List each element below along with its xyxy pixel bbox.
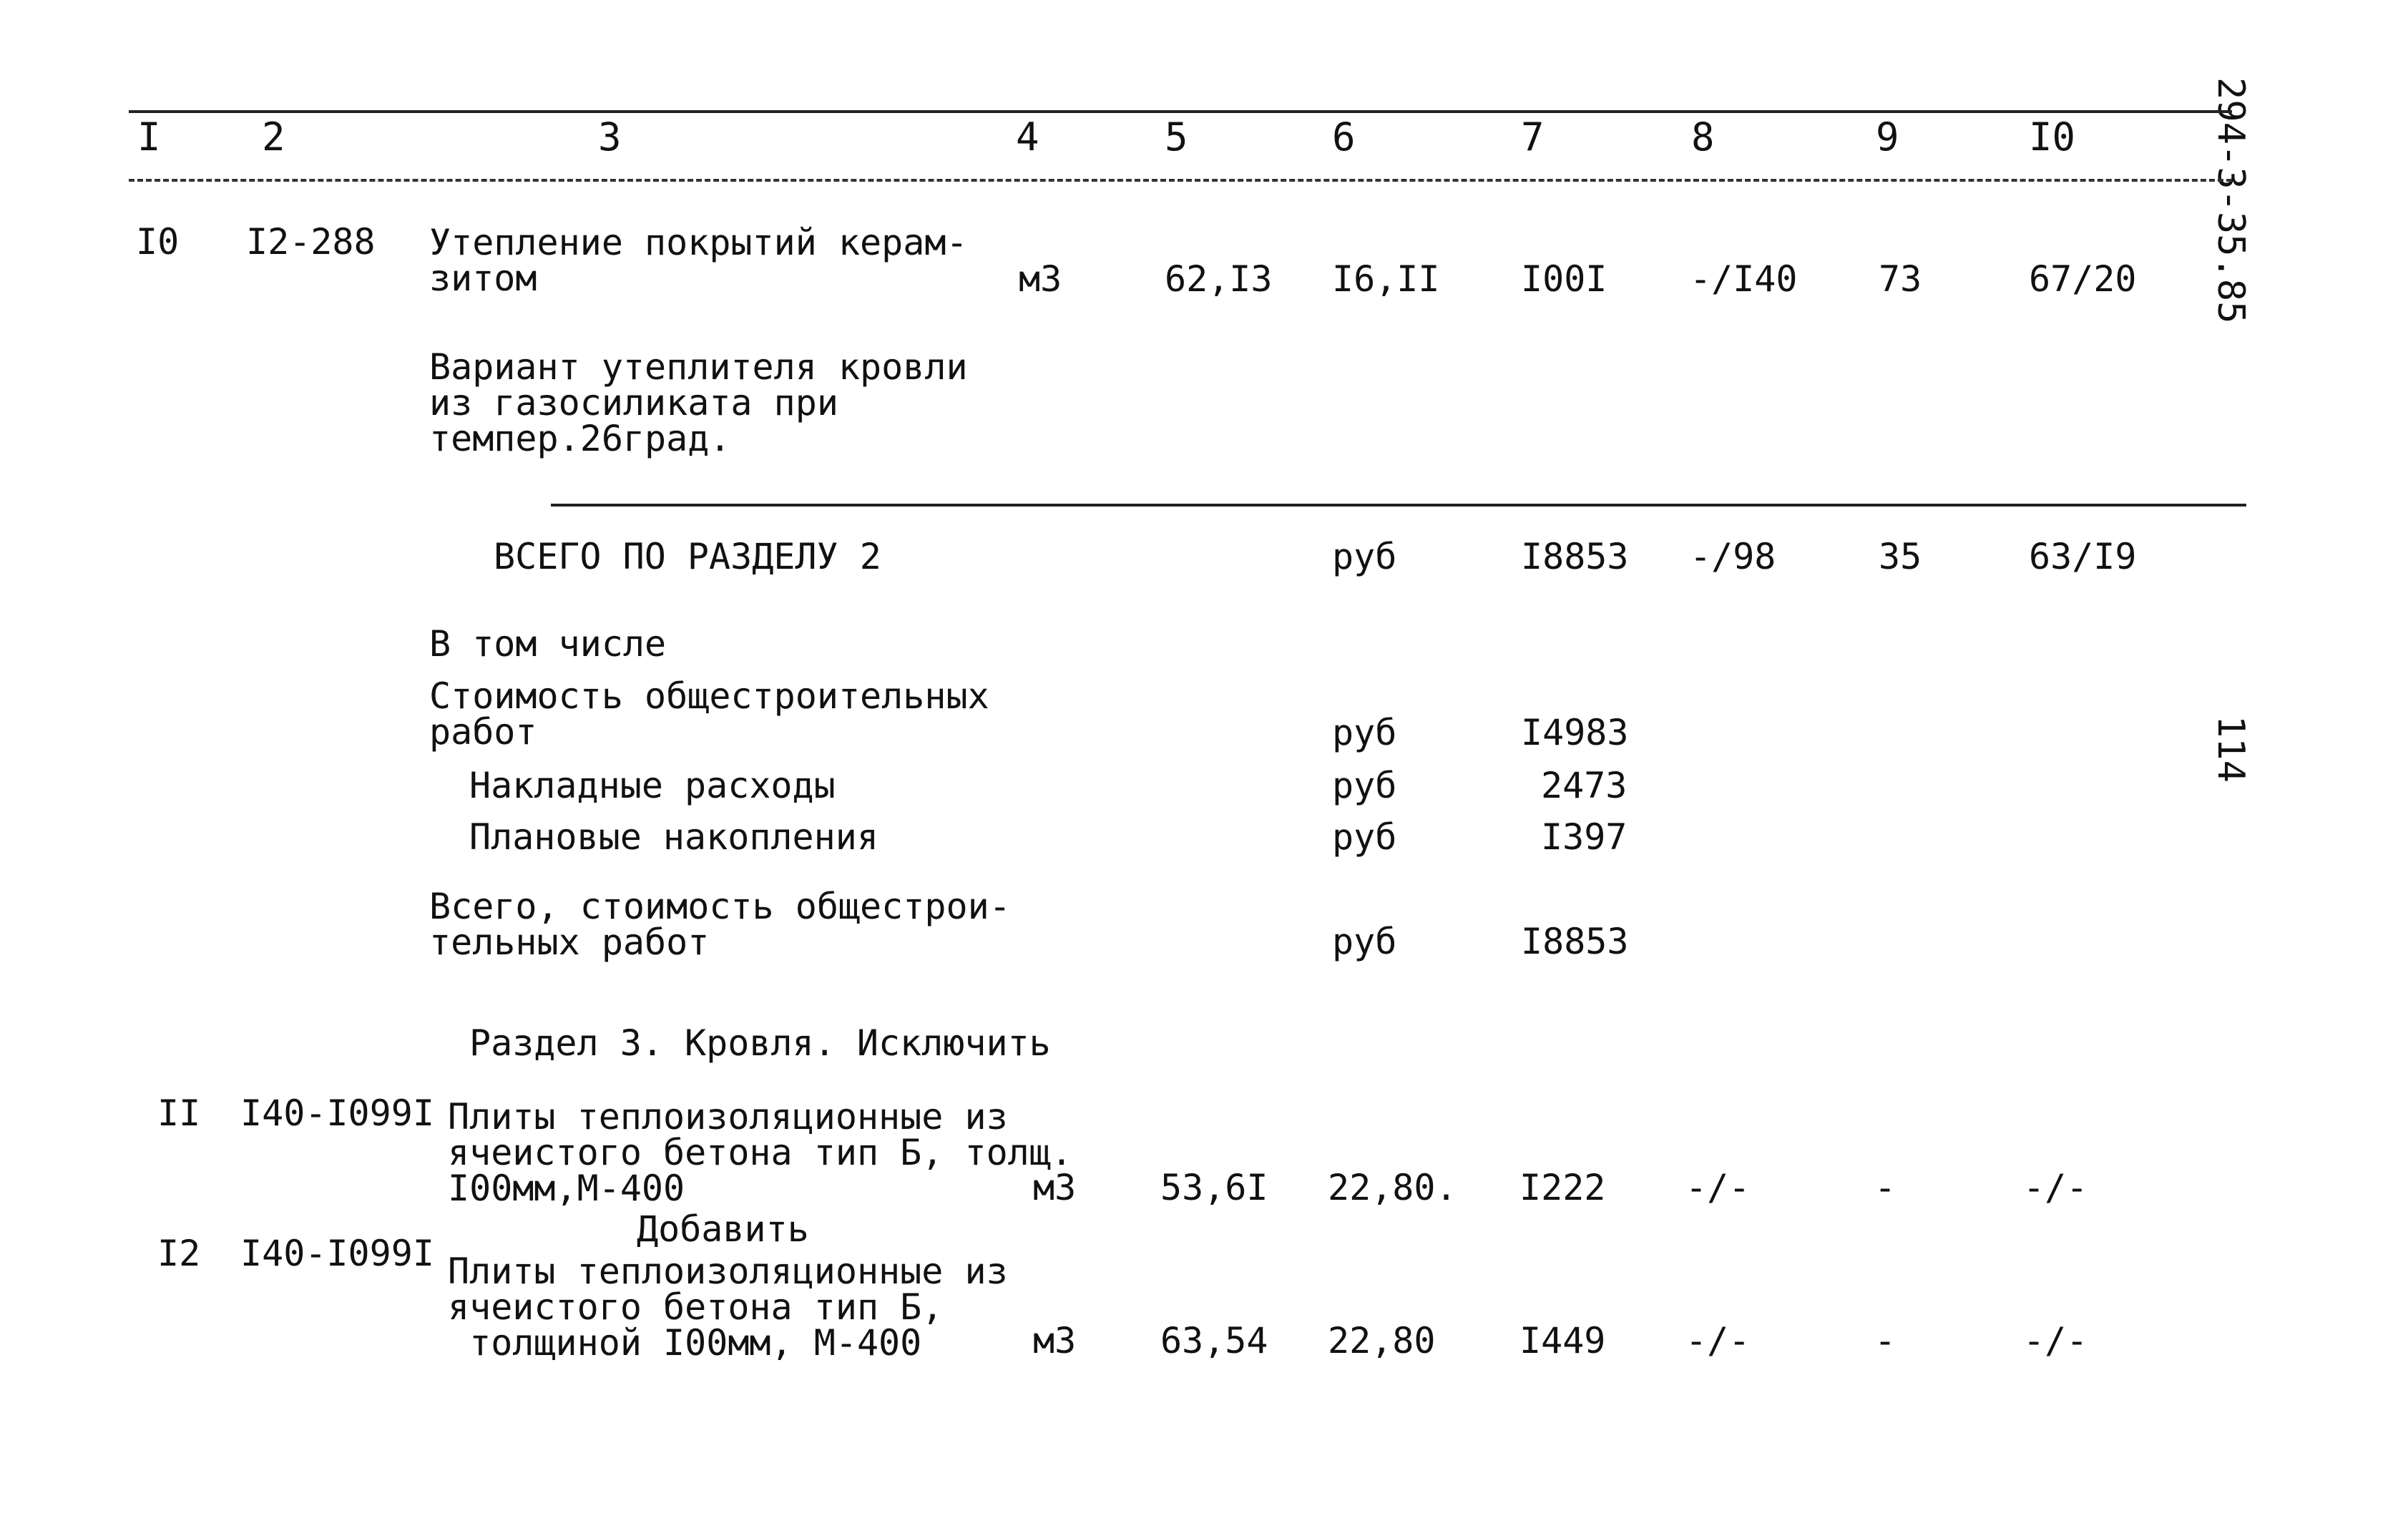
col-header-10: I0 (2029, 114, 2076, 160)
col9-value: 73 (1879, 258, 1922, 300)
col-header-3: 3 (598, 114, 622, 160)
breakdown-value: I8853 (1521, 921, 1629, 962)
col-header-1: I (137, 114, 161, 160)
col10-value: -/- (2023, 1320, 2088, 1361)
header-bottom-rule (129, 179, 2232, 182)
unit-price: 22,80. (1328, 1167, 1457, 1208)
rate-code: I40-I099I (240, 1233, 434, 1274)
total-cost: I449 (1519, 1320, 1606, 1361)
unit: м3 (1033, 1320, 1077, 1361)
rate-code: I40-I099I (240, 1092, 434, 1134)
work-description: Плиты теплоизоляционные из ячеистого бетона тип Б, толщиной I00мм, М-400 (448, 1251, 1008, 1364)
col-header-6: 6 (1332, 114, 1356, 160)
row-number: II (157, 1092, 201, 1134)
add-label: Добавить (637, 1208, 809, 1250)
breakdown-label: Всего, стоимость общестрои- тельных работ (429, 886, 1011, 963)
unit: м3 (1019, 258, 1062, 300)
section-total-label: ВСЕГО ПО РАЗДЕЛУ 2 (494, 536, 881, 577)
col-header-7: 7 (1521, 114, 1545, 160)
quantity: 62,I3 (1165, 258, 1273, 300)
unit: м3 (1033, 1167, 1077, 1208)
breakdown-unit: руб (1332, 921, 1397, 962)
col-header-2: 2 (262, 114, 285, 160)
quantity: 53,6I (1160, 1167, 1268, 1208)
total-cost: I00I (1521, 258, 1607, 300)
page-number: 114 (2209, 715, 2252, 783)
col8-value: -/I40 (1690, 258, 1798, 300)
col8-value: -/- (1685, 1320, 1751, 1361)
unit-price: 22,80 (1328, 1320, 1436, 1361)
col-header-5: 5 (1165, 114, 1188, 160)
breakdown-value: I397 (1541, 816, 1628, 858)
col10-value: -/- (2023, 1167, 2088, 1208)
breakdown-label: Стоимость общестроительных работ (429, 675, 989, 753)
section-total-value: I8853 (1521, 536, 1629, 577)
total-cost: I222 (1519, 1167, 1606, 1208)
col8-value: -/- (1685, 1167, 1751, 1208)
breakdown-unit: руб (1332, 712, 1397, 753)
breakdown-label: Накладные расходы (469, 765, 836, 806)
section3-title: Раздел 3. Кровля. Исключить (469, 1022, 1051, 1064)
section-total-col9: 35 (1879, 536, 1922, 577)
work-description: Утепление покрытий керам- зитом (429, 222, 968, 299)
col-header-9: 9 (1876, 114, 1899, 160)
quantity: 63,54 (1160, 1320, 1268, 1361)
col9-value: - (1874, 1167, 1896, 1208)
work-description: Плиты теплоизоляционные из ячеистого бетона тип Б, толщ. I00мм,М-400 (448, 1096, 1072, 1209)
section-total-rule (551, 504, 2246, 507)
col10-value: 67/20 (2029, 258, 2137, 300)
breakdown-label: Плановые накопления (469, 816, 878, 858)
breakdown-value: I4983 (1521, 712, 1629, 753)
variant-note: Вариант утеплителя кровли из газосиликата при темпер.26град. (429, 346, 968, 459)
rate-code: I2-288 (246, 221, 376, 263)
row-number: I0 (136, 221, 180, 263)
col9-value: - (1874, 1320, 1896, 1361)
section-total-col10: 63/I9 (2029, 536, 2137, 577)
row-number: I2 (157, 1233, 201, 1274)
breakdown-unit: руб (1332, 816, 1397, 858)
section-total-col8: -/98 (1690, 536, 1776, 577)
section-total-unit: руб (1332, 536, 1397, 577)
col-header-8: 8 (1691, 114, 1715, 160)
document-code: 294-3-35.85 (2209, 77, 2252, 324)
unit-price: I6,II (1332, 258, 1440, 300)
breakdown-value: 2473 (1541, 765, 1628, 806)
header-top-rule (129, 110, 2232, 113)
col-header-4: 4 (1016, 114, 1039, 160)
including-label: В том числе (429, 623, 667, 665)
breakdown-unit: руб (1332, 765, 1397, 806)
